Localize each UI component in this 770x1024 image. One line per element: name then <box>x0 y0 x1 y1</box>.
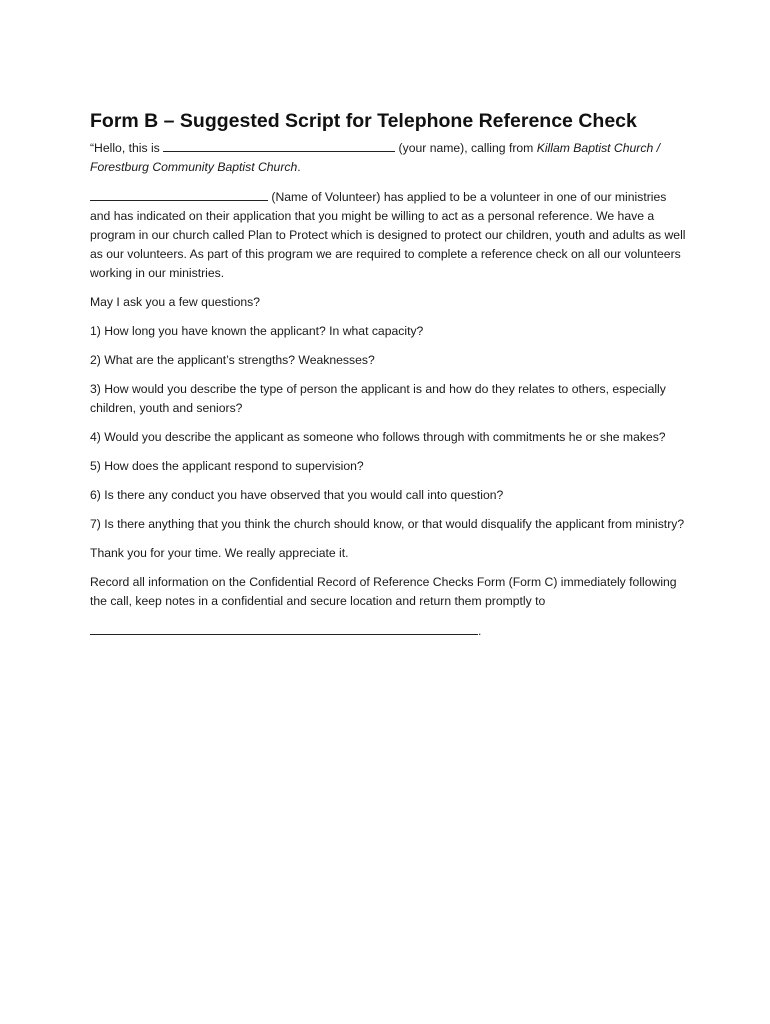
church-name: Killam Baptist Church / Forestburg Community Baptist Church <box>90 141 660 174</box>
return-to-blank[interactable] <box>90 621 478 635</box>
question-1: 1) How long you have known the applicant? In what capacity? <box>90 324 424 338</box>
document-page <box>90 108 690 651</box>
question-3: 3) How would you describe the type of person the applicant is and how do they relates to others, especially children, youth and seniors? <box>90 382 666 415</box>
record-paragraph: Record all information on the Confidential Record of Reference Checks Form (Form C) immediately following the call, keep notes in a confidential and secure location and return them promptly to <box>90 575 677 608</box>
ask-paragraph: May I ask you a few questions? <box>90 295 261 309</box>
return-end: . <box>478 624 482 638</box>
greeting-end: . <box>297 160 301 174</box>
question-7: 7) Is there anything that you think the church should know, or that would disqualify the applicant from ministry? <box>90 517 685 531</box>
question-4: 4) Would you describe the applicant as someone who follows through with commitments he or she makes? <box>90 430 666 444</box>
form-title: Form B – Suggested Script for Telephone Reference Check <box>90 110 637 132</box>
intro-text: (Name of Volunteer) has applied to be a volunteer in one of our ministries and has indicated on their application that you might be willing to act as a personal reference. We have a program in our church called Plan to Protect which is designed to protect our children, youth and adults as well as our volunteers. As part of this program we are required to complete a reference check on all our volunteers working in our ministries. <box>90 190 686 280</box>
return-line <box>90 621 690 641</box>
greeting-after-blank: (your name), calling from <box>395 141 537 155</box>
question-2: 2) What are the applicant’s strengths? Weaknesses? <box>90 353 375 367</box>
intro-paragraph <box>90 187 690 283</box>
thanks-paragraph: Thank you for your time. We really appreciate it. <box>90 546 349 560</box>
volunteer-name-blank[interactable] <box>90 187 268 201</box>
question-6: 6) Is there any conduct you have observed that you would call into question? <box>90 488 504 502</box>
greeting-open: “Hello, this is <box>90 141 164 155</box>
question-5: 5) How does the applicant respond to supervision? <box>90 459 364 473</box>
greeting-paragraph <box>90 138 690 177</box>
your-name-blank[interactable] <box>163 138 395 152</box>
